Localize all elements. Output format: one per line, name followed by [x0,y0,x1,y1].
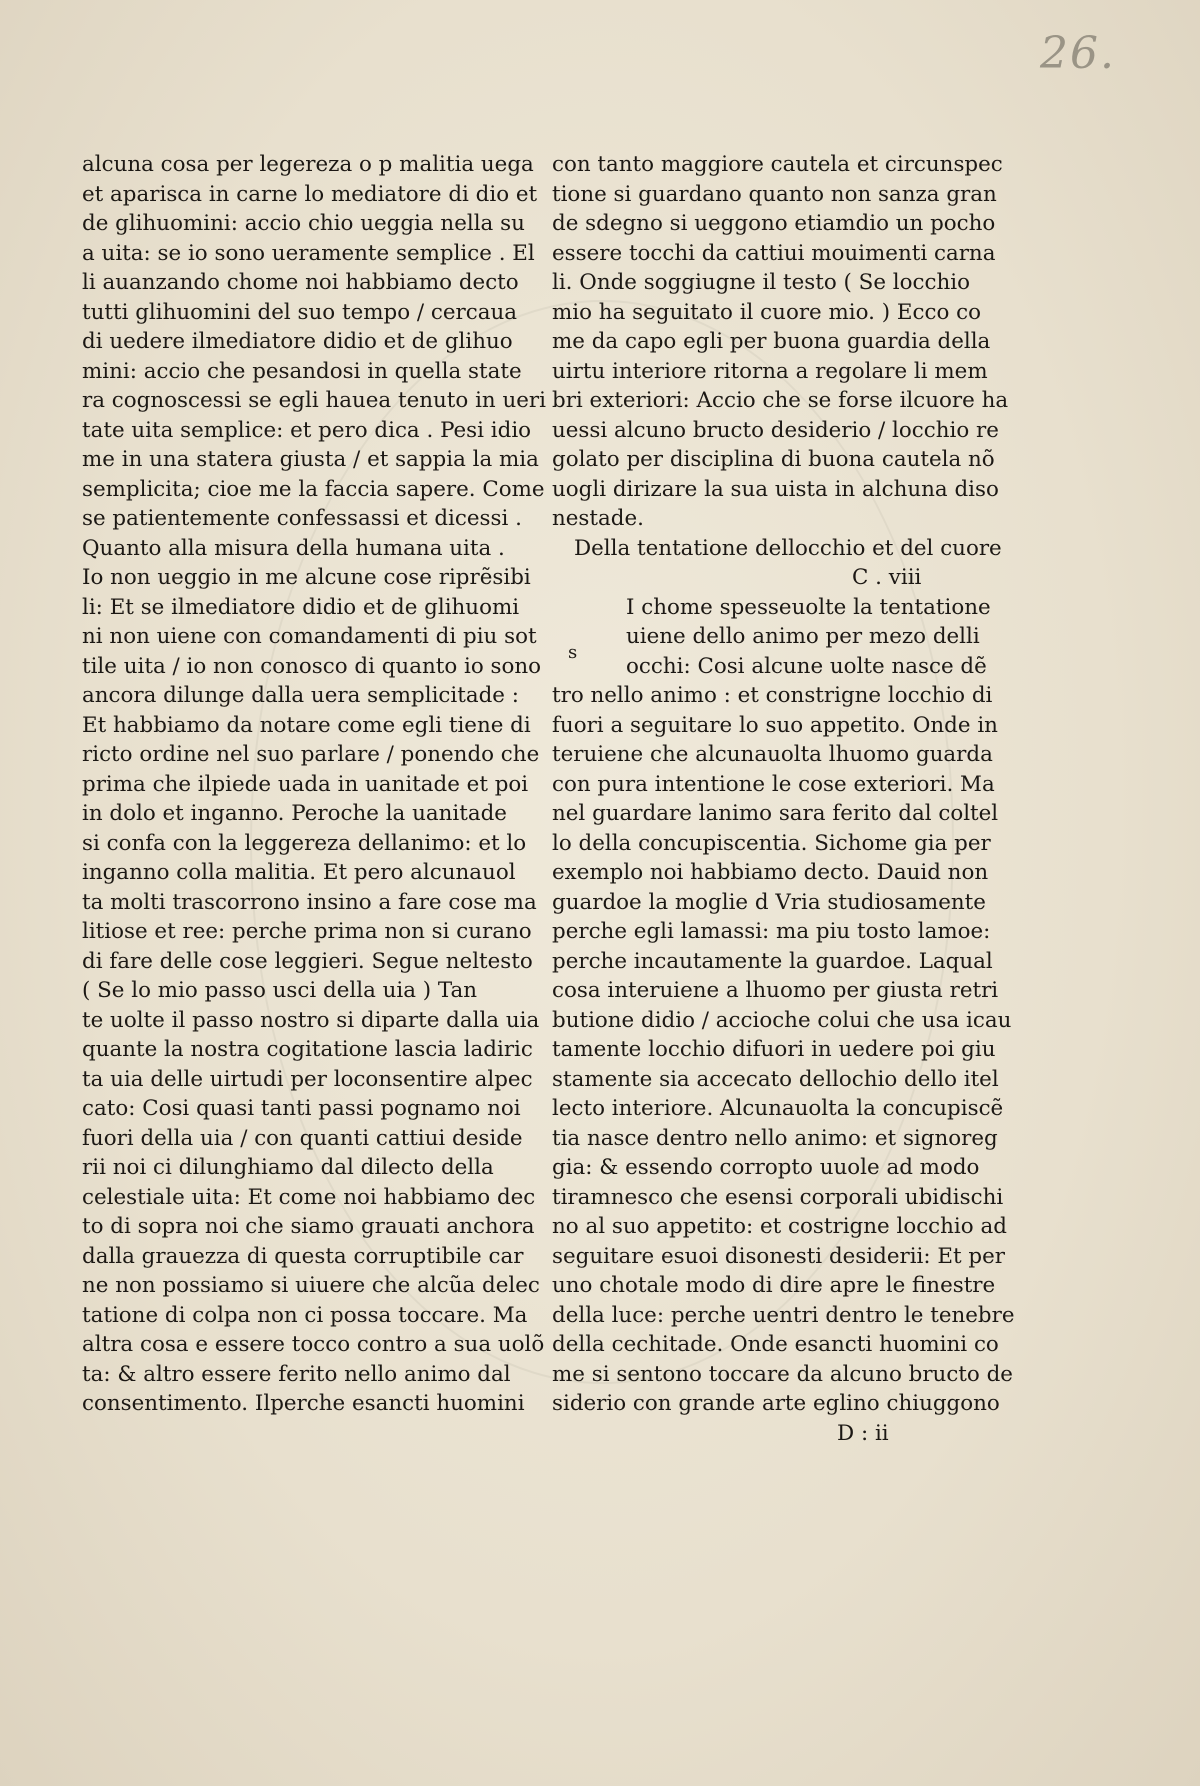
text-line: li auanzando chome noi habbiamo decto [82,270,519,295]
guide-letter: s [568,642,578,663]
text-line: fuori della uia / con quanti cattiui deside [82,1125,523,1151]
text-line: uiene dello animo per mezo delli [626,624,980,649]
text-line: uogli dirizare la sua uista in alchuna diso [552,476,999,502]
text-line: bri exteriori: Accio che se forse ilcuore ha [552,388,1009,413]
right-text-column [552,150,1015,1448]
text-line: essere tocchi da cattiui mouimenti carna [552,240,996,266]
text-line: inganno colla malitia. Et pero alcunauol [82,860,516,885]
text-line: tia nasce dentro nello animo: et signoreg [552,1125,998,1151]
text-line: di fare delle cose leggieri. Segue neltesto [82,948,533,974]
text-line: lecto interiore. Alcunauolta la concupiscẽ [552,1096,1004,1121]
text-line: exemplo noi habbiamo decto. Dauid non [552,860,989,885]
text-line: litiose et ree: perche prima non si curano [82,919,532,944]
text-line: de glihuomini: accio chio ueggia nella su [82,211,525,236]
text-line: me in una statera giusta / et sappia la mia [82,447,539,472]
text-line: lo della concupiscentia. Sichome gia per [552,830,991,856]
text-line: ra cognoscessi se egli hauea tenuto in ueri [82,388,546,413]
chapter-heading: Della tentatione dellocchio et del cuore [574,535,1002,561]
text-line: de sdegno si ueggono etiamdio un pocho [552,211,996,236]
text-line: seguitare esuoi disonesti desiderii: Et per [552,1243,1005,1269]
text-line: ta molti trascorrono insino a fare cose ma [82,889,537,915]
folio-number: 26. [1040,28,1116,79]
text-line: della cechitade. Onde esancti huomini co [552,1332,999,1357]
text-line: si confa con la leggereza dellanimo: et lo [82,830,527,856]
text-line: no al suo appetito: et costrigne locchio ad [552,1214,1007,1239]
text-line: li: Et se ilmediatore didio et de glihuomi [82,594,520,620]
text-line: me da capo egli per buona guardia della [552,329,991,354]
text-line: me si sentono toccare da alcuno bructo de [552,1361,1013,1387]
text-line: ta uia delle uirtudi per loconsentire alpec [82,1066,533,1092]
text-line: tutti glihuomini del suo tempo / cercaua [82,299,518,325]
text-line: et aparisca in carne lo mediatore di dio et [82,181,538,207]
text-line: tiramnesco che esensi corporali ubidischi [552,1184,1004,1210]
text-line: perche egli lamassi: ma piu tosto lamoe: [552,919,991,944]
text-line: Io non ueggio in me alcune cose riprẽsibi [82,565,531,590]
text-line: Quanto alla misura della humana uita . [82,535,505,561]
text-line: alcuna cosa per legereza o p malitia uega [82,152,534,177]
text-line: tile uita / io non conosco di quanto io sono [82,653,542,679]
text-line: rii noi ci dilunghiamo dal dilecto della [82,1155,494,1180]
text-line: butione didio / accioche colui che usa icau [552,1007,1012,1033]
text-line: guardoe la moglie d Vria studiosamente [552,889,986,915]
text-line: tione si guardano quanto non sanza gran [552,181,997,207]
text-line: to di sopra noi che siamo grauati anchora [82,1214,535,1239]
text-line: cosa interuiene a lhuomo per giusta retri [552,978,999,1003]
text-line: teruiene che alcunauolta lhuomo guarda [552,742,993,767]
text-line: ( Se lo mio passo usci della uia ) Tan [82,978,478,1003]
text-line: uirtu interiore ritorna a regolare li mem [552,358,988,384]
text-line: siderio con grande arte eglino chiuggono [552,1391,1000,1416]
text-line: cato: Cosi quasi tanti passi pognamo noi [82,1096,521,1121]
text-line: ancora dilunge dalla uera semplicitade : [82,683,519,708]
text-line: tate uita semplice: et pero dica . Pesi idio [82,417,532,443]
text-line: ne non possiamo si uiuere che alcũa delec [82,1273,540,1298]
text-line: nel guardare lanimo sara ferito dal coltel [552,801,999,826]
text-line: uno chotale modo di dire apre le finestre [552,1273,996,1298]
text-line: occhi: Cosi alcune uolte nasce dẽ [626,653,987,679]
text-line: Et habbiamo da notare come egli tiene di [82,712,531,738]
text-line: perche incautamente la guardoe. Laqual [552,948,993,974]
text-line: in dolo et inganno. Peroche la uanitade [82,801,507,826]
text-line: prima che ilpiede uada in uanitade et poi [82,771,529,797]
text-line: della luce: perche uentri dentro le tenebre [552,1302,1015,1328]
signature-mark: D : ii [837,1420,889,1446]
text-line: quante la nostra cogitatione lascia ladiric [82,1037,533,1062]
text-line: celestiale uita: Et come noi habbiamo dec [82,1184,536,1210]
text-line: li. Onde soggiugne il testo ( Se locchio [552,270,970,295]
text-line: te uolte il passo nostro si diparte dalla uia [82,1007,540,1033]
text-line: consentimento. Ilperche esancti huomini [82,1391,525,1416]
text-line: a uita: se io sono ueramente semplice . El [82,240,535,266]
text-line: fuori a seguitare lo suo appetito. Onde in [552,712,998,738]
text-line: semplicita; cioe me la faccia sapere. Come [82,476,545,502]
text-line: gia: & essendo corropto uuole ad modo [552,1155,980,1180]
text-line: golato per disciplina di buona cautela nõ [552,447,995,472]
text-line: I chome spesseuolte la tentatione [626,594,991,620]
text-line: ni non uiene con comandamenti di piu sot [82,624,537,649]
text-line: mio ha seguitato il cuore mio. ) Ecco co [552,299,981,325]
chapter-number: C . viii [852,565,922,590]
text-line: stamente sia accecato dellochio dello itel [552,1066,999,1092]
text-line: ricto ordine nel suo parlare / ponendo che [82,742,540,767]
text-line: con tanto maggiore cautela et circunspec [552,152,1003,177]
text-line: tro nello animo : et constrigne locchio di [552,683,993,708]
text-line: dalla grauezza di questa corruptibile car [82,1243,524,1269]
text-line: ta: & altro essere ferito nello animo dal [82,1361,511,1387]
text-line: tatione di colpa non ci possa toccare. Ma [82,1302,528,1328]
text-line: altra cosa e essere tocco contro a sua uolõ [82,1332,545,1357]
text-line: di uedere ilmediatore didio et de glihuo [82,329,513,354]
text-line: con pura intentione le cose exteriori. Ma [552,771,995,797]
text-line: mini: accio che pesandosi in quella state [82,358,522,384]
text-line: uessi alcuno bructo desiderio / locchio re [552,417,999,443]
text-line: tamente locchio difuori in uedere poi giu [552,1037,996,1062]
left-text-column [82,150,546,1419]
text-line: se patientemente confessassi et dicessi . [82,506,522,531]
text-line: nestade. [552,506,644,531]
